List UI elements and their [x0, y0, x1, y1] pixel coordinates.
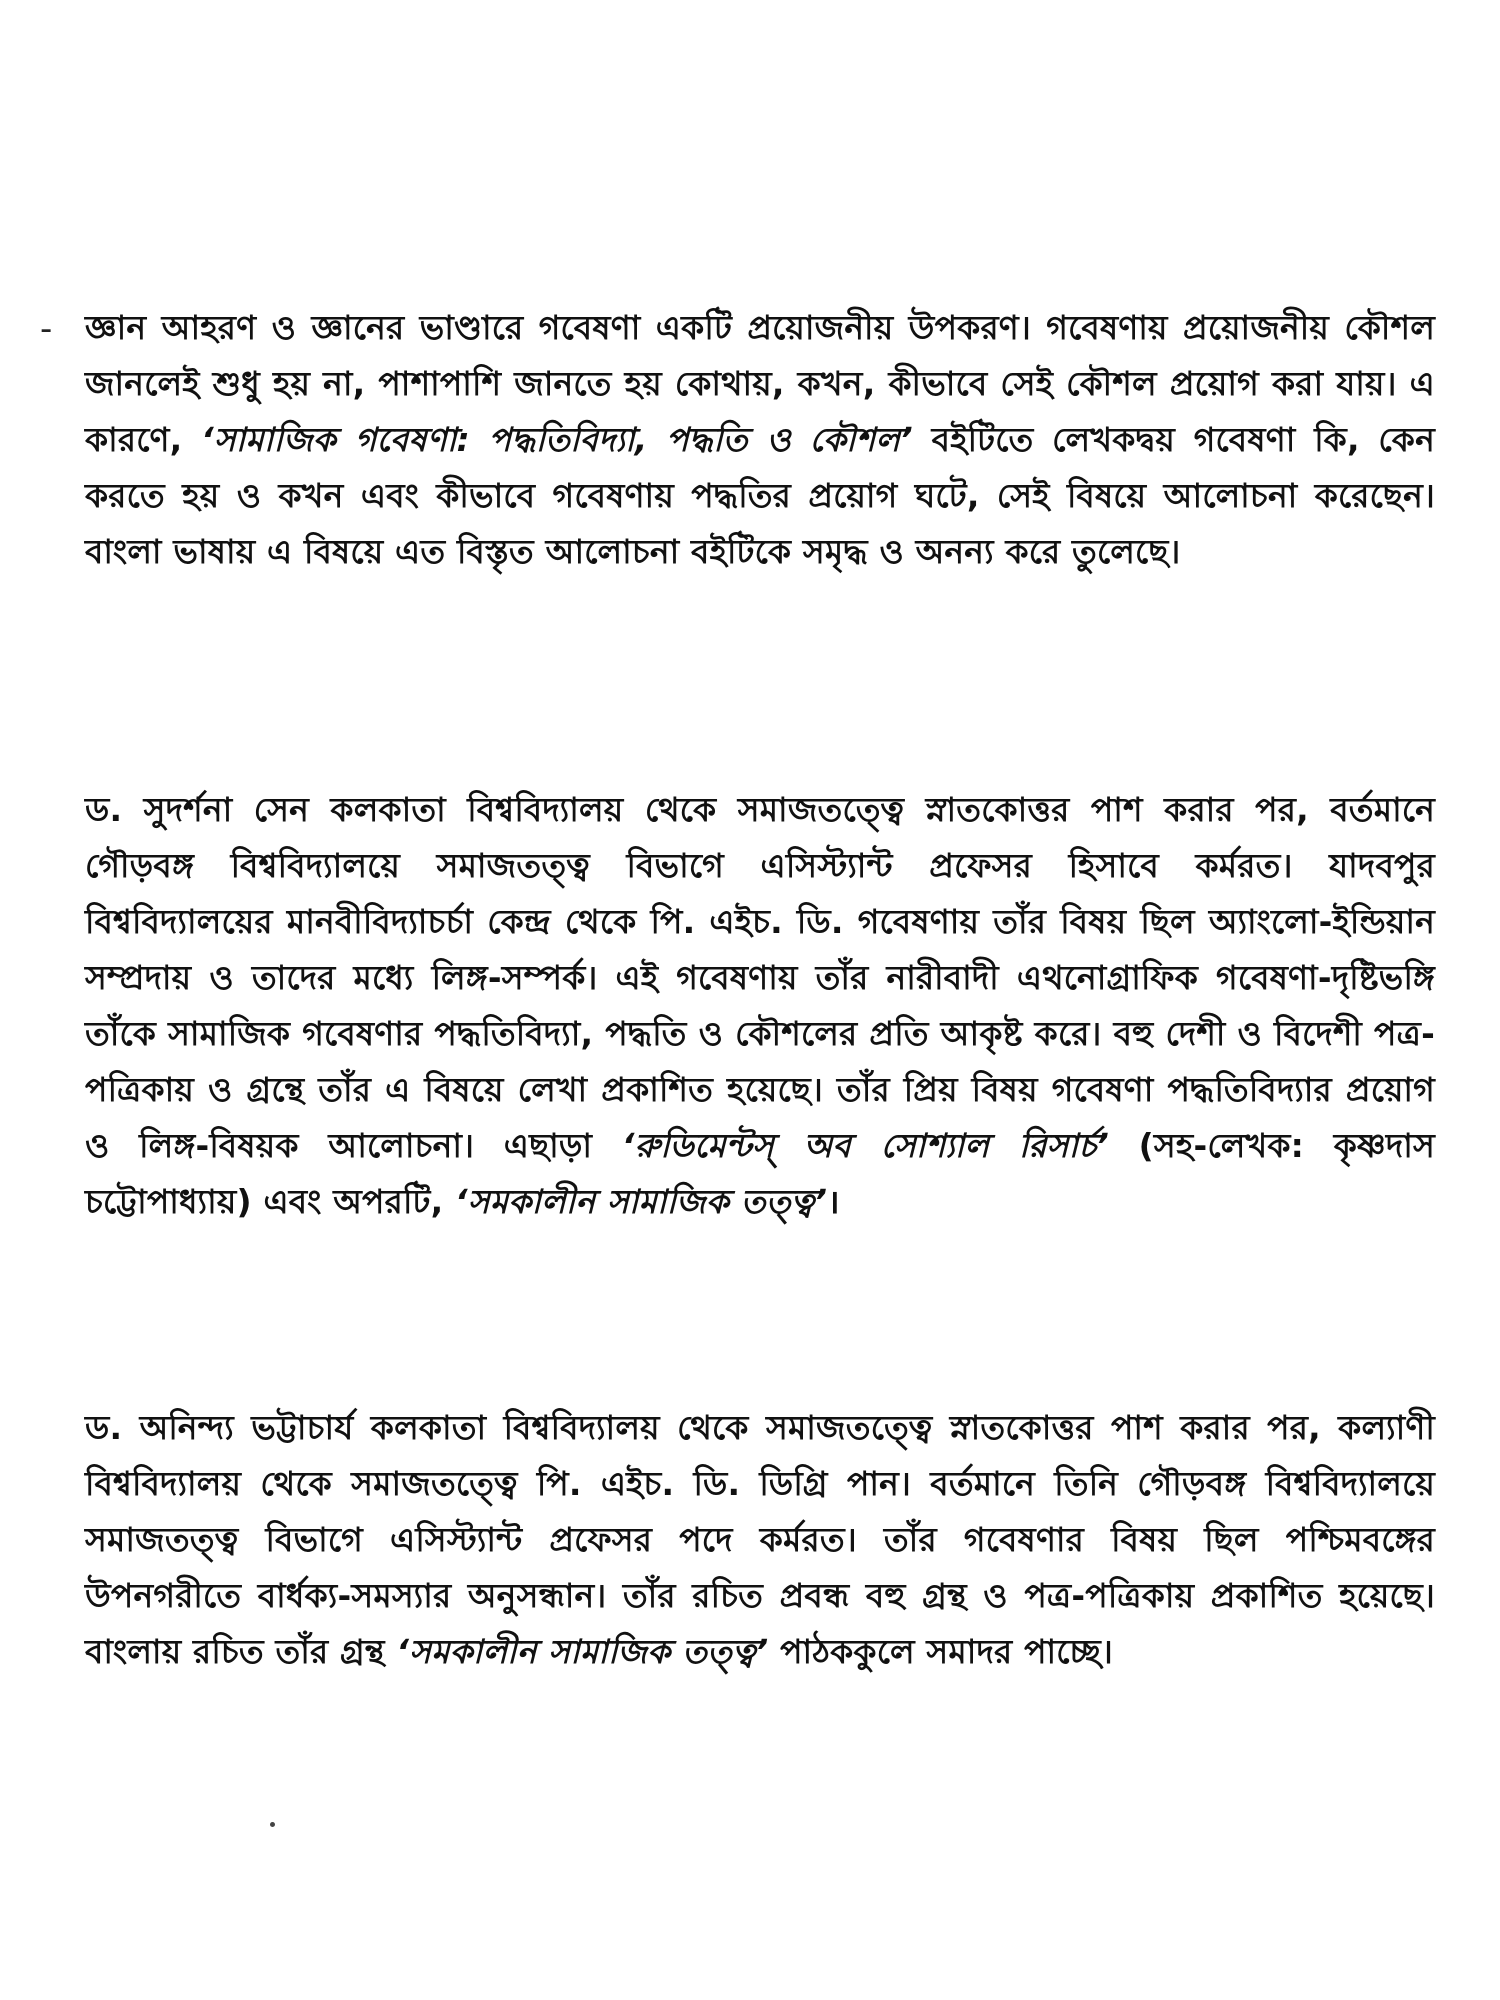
paragraph-book-description	[85, 300, 1435, 580]
book-title-italic: ‘রুডিমেন্টস্ অব সোশ্যাল রিসার্চ’	[621, 1126, 1109, 1165]
paragraph-author-anindya-bhattacharya	[85, 1400, 1435, 1680]
stray-dot-mark	[270, 1822, 275, 1827]
text-segment: ।	[827, 1182, 840, 1221]
book-title-italic: ‘সমকালীন সামাজিক তত্ত্ব’	[396, 1632, 769, 1671]
text-segment: পাঠককুলে সমাদর পাচ্ছে।	[768, 1632, 1113, 1671]
text-segment: জ্ঞান আহরণ ও জ্ঞানের ভাণ্ডারে গবেষণা একটি প্রয়োজনীয় উপকরণ। গবেষণায় প্রয়োজনীয় কৌশল জানলেই শুধু হয় না, পাশাপাশি জানতে হয় কোথায়, কখন, কীভাবে সেই কৌশল প্রয়োগ করা যায়। এ কারণে,	[85, 308, 1435, 459]
text-segment: ড. অনিন্দ্য ভট্টাচার্য কলকাতা বিশ্ববিদ্যালয় থেকে সমাজতত্ত্বে স্নাতকোত্তর পাশ করার পর, কল্যাণী বিশ্ববিদ্যালয় থেকে সমাজতত্ত্বে পি. এইচ. ডি. ডিগ্রি পান। বর্তমানে তিনি গৌড়বঙ্গ বিশ্ববিদ্যালয়ে সমাজতত্ত্ব বিভাগে এসিস্ট্যান্ট প্রফেসর পদে কর্মরত। তাঁর গবেষণার বিষয় ছিল পশ্চিমবঙ্গের উপনগরীতে বার্ধক্য-সমস্যার অনুসন্ধান। তাঁর রচিত প্রবন্ধ বহু গ্রন্থ ও পত্র-পত্রিকায় প্রকাশিত হয়েছে। বাংলায় রচিত তাঁর গ্রন্থ	[85, 1408, 1435, 1671]
book-title-italic: ‘সমকালীন সামাজিক তত্ত্ব’	[455, 1182, 828, 1221]
text-segment: বইটিতে লেখকদ্বয় গবেষণা কি, কেন করতে হয় ও কখন এবং কীভাবে গবেষণায় পদ্ধতির প্রয়োগ ঘটে, সেই বিষয়ে আলোচনা করেছেন। বাংলা ভাষায় এ বিষয়ে এত বিস্তৃত আলোচনা বইটিকে সমৃদ্ধ ও অনন্য করে তুলেছে।	[85, 420, 1435, 571]
text-segment: ড. সুদর্শনা সেন কলকাতা বিশ্ববিদ্যালয় থেকে সমাজতত্ত্বে স্নাতকোত্তর পাশ করার পর, বর্তমানে গৌড়বঙ্গ বিশ্ববিদ্যালয়ে সমাজতত্ত্ব বিভাগে এসিস্ট্যান্ট প্রফেসর হিসাবে কর্মরত। যাদবপুর বিশ্ববিদ্যালয়ের মানবীবিদ্যাচর্চা কেন্দ্র থেকে পি. এইচ. ডি. গবেষণায় তাঁর বিষয় ছিল অ্যাংলো-ইন্ডিয়ান সম্প্রদায় ও তাদের মধ্যে লিঙ্গ-সম্পর্ক। এই গবেষণায় তাঁর নারীবাদী এথনোগ্রাফিক গবেষণা-দৃষ্টিভঙ্গি তাঁকে সামাজিক গবেষণার পদ্ধতিবিদ্যা, পদ্ধতি ও কৌশলের প্রতি আকৃষ্ট করে। বহু দেশী ও বিদেশী পত্র-পত্রিকায় ও গ্রন্থে তাঁর এ বিষয়ে লেখা প্রকাশিত হয়েছে। তাঁর প্রিয় বিষয় গবেষণা পদ্ধতিবিদ্যার প্রয়োগ ও লিঙ্গ-বিষয়ক আলোচনা। এছাড়া	[85, 790, 1435, 1165]
paragraph-author-sudarshana-sen	[85, 782, 1435, 1230]
margin-dash-mark: -	[40, 309, 53, 349]
book-title-italic: ‘সামাজিক গবেষণা: পদ্ধতিবিদ্যা, পদ্ধতি ও কৌশল’	[201, 420, 913, 459]
text-segment: (সহ-লেখক: কৃষ্ণদাস চট্টোপাধ্যায়) এবং অপরটি,	[85, 1126, 1435, 1221]
